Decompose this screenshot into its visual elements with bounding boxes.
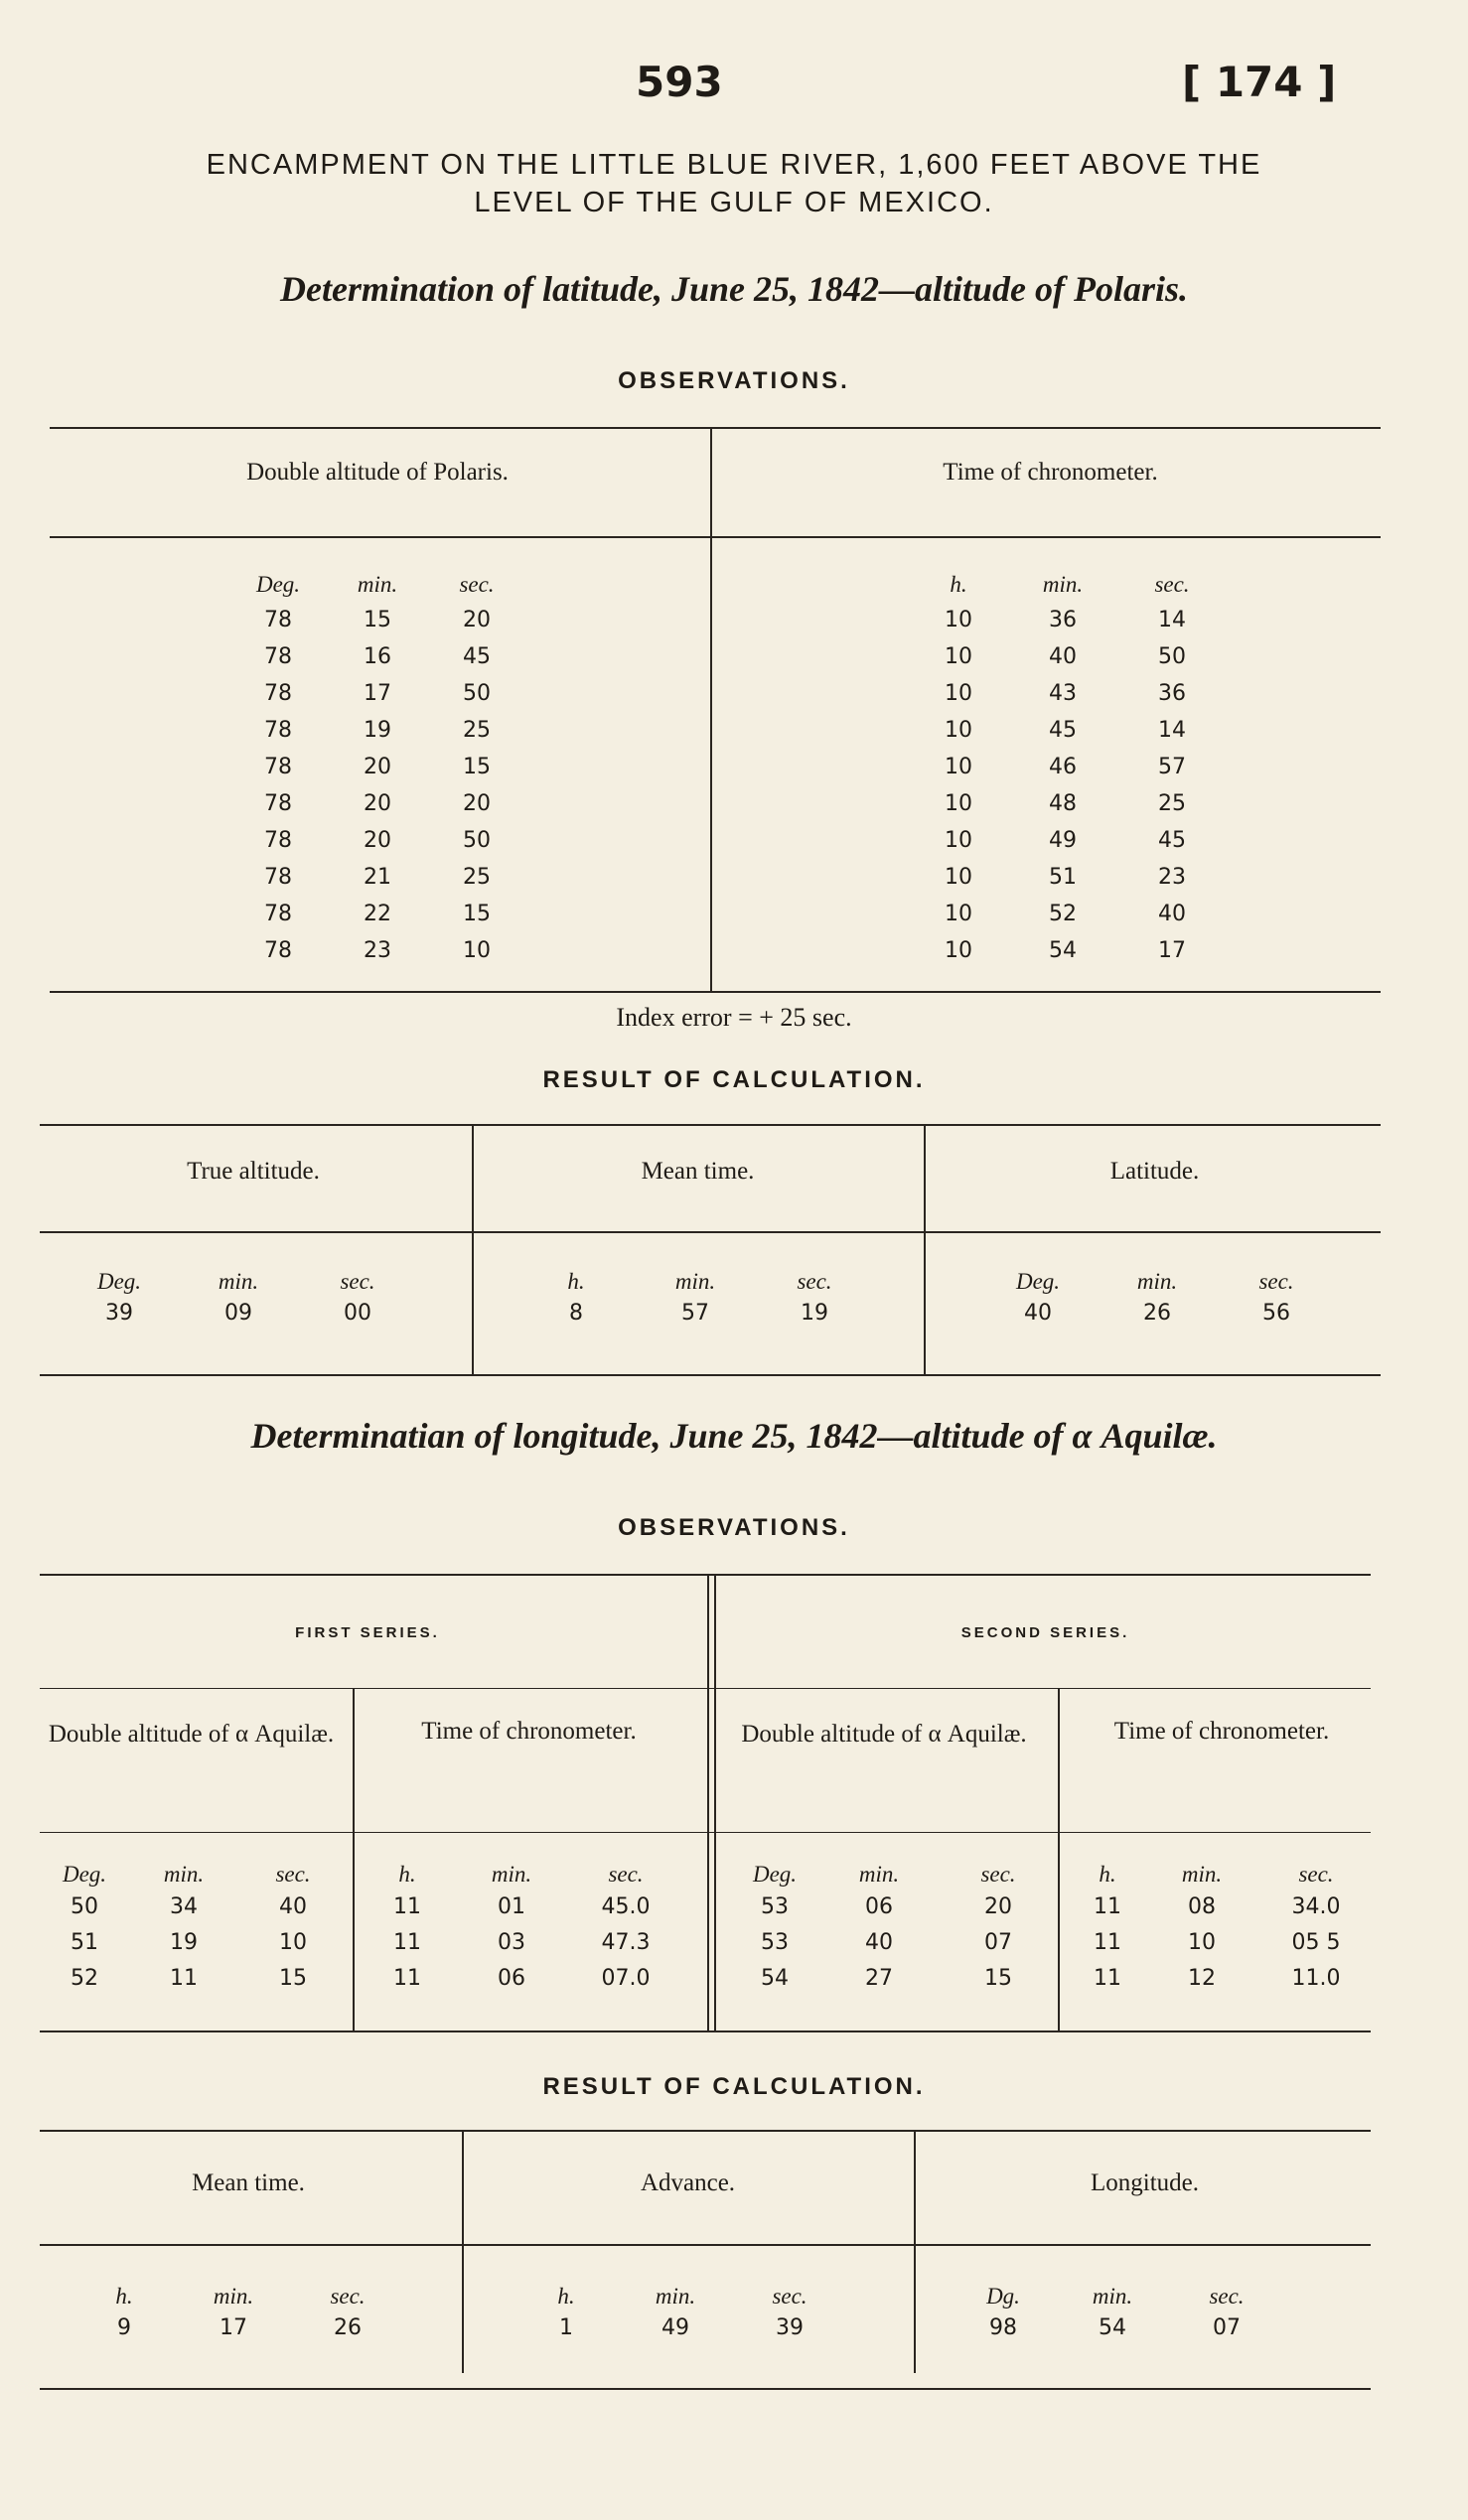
table-row-altitude bbox=[228, 938, 526, 963]
table-cell: 19 bbox=[170, 1930, 198, 1955]
table-cell: sec. bbox=[1209, 2284, 1245, 2309]
table-row-time bbox=[909, 938, 1227, 963]
table-row-time bbox=[909, 902, 1227, 926]
table-cell: 27 bbox=[865, 1966, 893, 1991]
lon-result-top-rule bbox=[40, 2130, 1371, 2132]
table-cell: sec. bbox=[797, 1269, 832, 1294]
bracket-page-number: [ 174 ] bbox=[1182, 58, 1337, 106]
location-line-1: ENCAMPMENT ON THE LITTLE BLUE RIVER, 1,600 FEET ABOVE THE bbox=[206, 149, 1262, 181]
table-cell: 51 bbox=[71, 1930, 98, 1955]
table-cell: 53 bbox=[761, 1894, 789, 1919]
table-cell: 20 bbox=[984, 1894, 1012, 1919]
lon-result-col-mean-time: Mean time. bbox=[192, 2170, 305, 2196]
table-cell: 10 bbox=[945, 791, 972, 816]
table-cell: 78 bbox=[264, 865, 292, 890]
table-cell: 10 bbox=[1188, 1930, 1216, 1955]
result-units-longitude bbox=[954, 2284, 1281, 2310]
table-cell: 57 bbox=[681, 1301, 709, 1326]
table-cell: 12 bbox=[1188, 1966, 1216, 1991]
unit-sec: sec. bbox=[275, 1862, 311, 1887]
table-cell: 06 bbox=[498, 1966, 525, 1991]
table-cell: min. bbox=[674, 1269, 716, 1294]
table-cell: 22 bbox=[364, 902, 391, 926]
table-cell: 39 bbox=[776, 2315, 804, 2340]
lon-series-divider-b bbox=[714, 1574, 716, 2030]
result-values-latitude bbox=[978, 1301, 1336, 1326]
result-units-true-altitude bbox=[60, 1269, 417, 1295]
table-cell: 52 bbox=[71, 1966, 98, 1991]
lon-result-head-rule bbox=[40, 2244, 1371, 2246]
table-cell: min. bbox=[655, 2284, 696, 2309]
first-series-label: FIRST SERIES. bbox=[295, 1624, 440, 1641]
table-cell: 11.0 bbox=[1291, 1966, 1341, 1991]
table-row-altitude bbox=[228, 755, 526, 779]
lat-result-head-rule bbox=[40, 1231, 1381, 1233]
location-line-2: LEVEL OF THE GULF OF MEXICO. bbox=[474, 187, 994, 218]
table-cell: 78 bbox=[264, 755, 292, 779]
table-row-second-altitude bbox=[725, 1894, 1063, 1919]
table-cell: 00 bbox=[344, 1301, 371, 1326]
table-cell: 34 bbox=[170, 1894, 198, 1919]
unit-min: min. bbox=[163, 1862, 205, 1887]
lon-first-units-time bbox=[358, 1862, 685, 1888]
result-values-mean-time bbox=[74, 2315, 402, 2340]
table-cell: 98 bbox=[989, 2315, 1017, 2340]
lat-obs-bottom-rule bbox=[50, 991, 1381, 993]
table-row-second-time bbox=[1073, 1894, 1371, 1919]
table-cell: Deg. bbox=[96, 1269, 142, 1294]
second-series-label: SECOND SERIES. bbox=[960, 1624, 1130, 1641]
table-cell: 40 bbox=[1024, 1301, 1052, 1326]
latitude-observations-label: OBSERVATIONS. bbox=[618, 367, 850, 394]
table-cell: 49 bbox=[661, 2315, 689, 2340]
unit-sec: sec. bbox=[1154, 572, 1190, 597]
table-row-second-time bbox=[1073, 1966, 1371, 1991]
table-cell: 10 bbox=[945, 865, 972, 890]
lat-result-col-true-altitude: True altitude. bbox=[187, 1158, 320, 1185]
unit-min: min. bbox=[491, 1862, 532, 1887]
table-cell: 51 bbox=[1049, 865, 1077, 890]
unit-min: min. bbox=[357, 572, 398, 597]
table-cell: 78 bbox=[264, 791, 292, 816]
table-cell: 15 bbox=[279, 1966, 307, 1991]
unit-sec: sec. bbox=[608, 1862, 644, 1887]
table-row-altitude bbox=[228, 828, 526, 853]
table-cell: 40 bbox=[1049, 644, 1077, 669]
table-cell: 36 bbox=[1158, 681, 1186, 706]
table-cell: 10 bbox=[945, 938, 972, 963]
table-cell: 8 bbox=[569, 1301, 583, 1326]
table-cell: 45 bbox=[463, 644, 491, 669]
table-cell: 54 bbox=[761, 1966, 789, 1991]
lat-result-divider-2 bbox=[924, 1124, 926, 1374]
table-cell: 20 bbox=[364, 755, 391, 779]
lon-obs-bottom-rule bbox=[40, 2030, 1371, 2032]
table-cell: 10 bbox=[463, 938, 491, 963]
table-cell: 10 bbox=[945, 718, 972, 743]
table-cell: 48 bbox=[1049, 791, 1077, 816]
lat-col-altitude-head: Double altitude of Polaris. bbox=[246, 459, 509, 486]
table-row-altitude bbox=[228, 718, 526, 743]
longitude-observations-label: OBSERVATIONS. bbox=[618, 1514, 850, 1541]
unit-h: h. bbox=[1099, 1862, 1116, 1887]
table-row-first-altitude bbox=[40, 1966, 348, 1991]
table-row-time bbox=[909, 608, 1227, 632]
lat-result-top-rule bbox=[40, 1124, 1381, 1126]
result-values-true-altitude bbox=[60, 1301, 417, 1326]
table-cell: h. bbox=[567, 1269, 585, 1294]
table-row-first-time bbox=[358, 1894, 685, 1919]
table-cell: 49 bbox=[1049, 828, 1077, 853]
table-cell: 78 bbox=[264, 681, 292, 706]
table-cell: 08 bbox=[1188, 1894, 1216, 1919]
table-cell: 10 bbox=[279, 1930, 307, 1955]
result-units-mean-time bbox=[74, 2284, 402, 2310]
table-cell: sec. bbox=[772, 2284, 807, 2309]
unit-h: h. bbox=[398, 1862, 416, 1887]
table-cell: 16 bbox=[364, 644, 391, 669]
table-cell: 17 bbox=[1158, 938, 1186, 963]
table-row-time bbox=[909, 718, 1227, 743]
table-cell: 78 bbox=[264, 644, 292, 669]
unit-deg: Deg. bbox=[62, 1862, 107, 1887]
table-cell: 21 bbox=[364, 865, 391, 890]
table-cell: 54 bbox=[1099, 2315, 1126, 2340]
lon-result-divider-1 bbox=[462, 2130, 464, 2373]
lon-result-col-advance: Advance. bbox=[640, 2170, 736, 2196]
lon-series-divider-a bbox=[707, 1574, 709, 2030]
lat-result-col-latitude: Latitude. bbox=[1109, 1158, 1200, 1185]
unit-min: min. bbox=[1181, 1862, 1223, 1887]
table-cell: 26 bbox=[1143, 1301, 1171, 1326]
table-row-second-altitude bbox=[725, 1966, 1063, 1991]
unit-deg: Deg. bbox=[752, 1862, 798, 1887]
table-cell: 07.0 bbox=[601, 1966, 651, 1991]
table-cell: 26 bbox=[334, 2315, 362, 2340]
table-row-altitude bbox=[228, 608, 526, 632]
lat-obs-divider bbox=[710, 427, 712, 991]
lon-second-units-time bbox=[1073, 1862, 1371, 1888]
table-cell: 01 bbox=[498, 1894, 525, 1919]
result-units-latitude bbox=[978, 1269, 1336, 1295]
result-values-mean-time bbox=[516, 1301, 874, 1326]
unit-deg: Deg. bbox=[255, 572, 301, 597]
table-cell: 11 bbox=[170, 1966, 198, 1991]
table-cell: 20 bbox=[463, 791, 491, 816]
table-cell: 15 bbox=[984, 1966, 1012, 1991]
lon-second-units-altitude bbox=[725, 1862, 1063, 1888]
table-cell: 19 bbox=[801, 1301, 828, 1326]
table-cell: 57 bbox=[1158, 755, 1186, 779]
table-cell: 36 bbox=[1049, 608, 1077, 632]
lat-obs-head-rule bbox=[50, 536, 1381, 538]
table-cell: 09 bbox=[224, 1301, 252, 1326]
result-values-advance bbox=[516, 2315, 844, 2340]
table-row-second-altitude bbox=[725, 1930, 1063, 1955]
lon-first-units-altitude bbox=[40, 1862, 348, 1888]
unit-sec: sec. bbox=[980, 1862, 1016, 1887]
table-cell: 14 bbox=[1158, 608, 1186, 632]
table-row-first-altitude bbox=[40, 1930, 348, 1955]
table-cell: 11 bbox=[1094, 1894, 1121, 1919]
table-cell: 40 bbox=[1158, 902, 1186, 926]
table-cell: Deg. bbox=[1015, 1269, 1061, 1294]
lon-first-col-altitude: Double altitude of α Aquilæ. bbox=[48, 1721, 335, 1748]
table-row-time bbox=[909, 644, 1227, 669]
table-cell: 25 bbox=[1158, 791, 1186, 816]
table-cell: 34.0 bbox=[1291, 1894, 1341, 1919]
table-row-altitude bbox=[228, 902, 526, 926]
lon-obs-head-rule bbox=[40, 1832, 1371, 1833]
table-cell: 78 bbox=[264, 902, 292, 926]
page-number: 593 bbox=[636, 58, 723, 106]
table-row-altitude bbox=[228, 791, 526, 816]
table-cell: min. bbox=[1136, 1269, 1178, 1294]
table-row-time bbox=[909, 791, 1227, 816]
table-cell: 17 bbox=[220, 2315, 247, 2340]
table-cell: 11 bbox=[393, 1894, 421, 1919]
table-cell: min. bbox=[1092, 2284, 1133, 2309]
lon-result-bottom-rule bbox=[40, 2388, 1371, 2390]
table-cell: 78 bbox=[264, 608, 292, 632]
table-cell: 39 bbox=[105, 1301, 133, 1326]
table-cell: sec. bbox=[330, 2284, 366, 2309]
table-cell: 78 bbox=[264, 938, 292, 963]
unit-min: min. bbox=[858, 1862, 900, 1887]
table-cell: 50 bbox=[1158, 644, 1186, 669]
table-cell: 52 bbox=[1049, 902, 1077, 926]
longitude-result-label: RESULT OF CALCULATION. bbox=[542, 2073, 926, 2100]
table-cell: 50 bbox=[463, 828, 491, 853]
unit-h: h. bbox=[950, 572, 967, 597]
table-cell: h. bbox=[115, 2284, 133, 2309]
table-cell: h. bbox=[557, 2284, 575, 2309]
lat-obs-top-rule bbox=[50, 427, 1381, 429]
table-row-time bbox=[909, 828, 1227, 853]
table-cell: 15 bbox=[364, 608, 391, 632]
table-cell: 19 bbox=[364, 718, 391, 743]
table-cell: sec. bbox=[340, 1269, 375, 1294]
table-cell: 78 bbox=[264, 828, 292, 853]
table-cell: 11 bbox=[393, 1966, 421, 1991]
table-cell: 23 bbox=[364, 938, 391, 963]
table-cell: 11 bbox=[1094, 1930, 1121, 1955]
table-cell: 50 bbox=[463, 681, 491, 706]
table-cell: 03 bbox=[498, 1930, 525, 1955]
table-cell: min. bbox=[213, 2284, 254, 2309]
table-cell: 45 bbox=[1049, 718, 1077, 743]
unit-sec: sec. bbox=[459, 572, 495, 597]
table-cell: 10 bbox=[945, 755, 972, 779]
table-cell: 14 bbox=[1158, 718, 1186, 743]
table-cell: 25 bbox=[463, 718, 491, 743]
table-row-altitude bbox=[228, 681, 526, 706]
lat-units-time bbox=[909, 572, 1227, 598]
table-cell: 10 bbox=[945, 681, 972, 706]
result-values-longitude bbox=[954, 2315, 1281, 2340]
result-units-advance bbox=[516, 2284, 844, 2310]
table-cell: 23 bbox=[1158, 865, 1186, 890]
lon-result-divider-2 bbox=[914, 2130, 916, 2373]
table-cell: Dg. bbox=[986, 2284, 1020, 2309]
lon-obs-top-rule bbox=[40, 1574, 1371, 1576]
table-cell: 53 bbox=[761, 1930, 789, 1955]
table-cell: 54 bbox=[1049, 938, 1077, 963]
unit-min: min. bbox=[1042, 572, 1084, 597]
table-row-first-altitude bbox=[40, 1894, 348, 1919]
table-cell: 45 bbox=[1158, 828, 1186, 853]
lat-units-altitude bbox=[228, 572, 526, 598]
table-cell: 1 bbox=[559, 2315, 573, 2340]
table-row-altitude bbox=[228, 865, 526, 890]
unit-sec: sec. bbox=[1298, 1862, 1334, 1887]
table-cell: 40 bbox=[279, 1894, 307, 1919]
table-cell: min. bbox=[218, 1269, 259, 1294]
lat-result-col-mean-time: Mean time. bbox=[641, 1158, 755, 1185]
lat-result-divider-1 bbox=[472, 1124, 474, 1374]
table-cell: 11 bbox=[393, 1930, 421, 1955]
table-row-second-time bbox=[1073, 1930, 1371, 1955]
table-cell: 43 bbox=[1049, 681, 1077, 706]
table-cell: 10 bbox=[945, 828, 972, 853]
table-row-time bbox=[909, 755, 1227, 779]
table-cell: 11 bbox=[1094, 1966, 1121, 1991]
lon-first-col-divider bbox=[353, 1688, 355, 2030]
table-cell: 10 bbox=[945, 608, 972, 632]
table-cell: 25 bbox=[463, 865, 491, 890]
table-cell: 78 bbox=[264, 718, 292, 743]
table-cell: 40 bbox=[865, 1930, 893, 1955]
table-row-first-time bbox=[358, 1966, 685, 1991]
lon-series-rule bbox=[40, 1688, 1371, 1689]
lon-result-col-longitude: Longitude. bbox=[1090, 2170, 1199, 2196]
table-cell: 07 bbox=[1213, 2315, 1241, 2340]
table-cell: 45.0 bbox=[601, 1894, 651, 1919]
index-error-note: Index error = + 25 sec. bbox=[616, 1003, 852, 1032]
table-cell: sec. bbox=[1258, 1269, 1294, 1294]
lon-second-col-altitude: Double altitude of α Aquilæ. bbox=[741, 1721, 1027, 1748]
table-cell: 20 bbox=[364, 828, 391, 853]
table-row-time bbox=[909, 681, 1227, 706]
lon-second-col-chronometer: Time of chronometer. bbox=[1113, 1718, 1330, 1745]
lon-first-col-chronometer: Time of chronometer. bbox=[421, 1718, 637, 1745]
table-cell: 56 bbox=[1262, 1301, 1290, 1326]
latitude-result-label: RESULT OF CALCULATION. bbox=[542, 1066, 926, 1093]
table-cell: 17 bbox=[364, 681, 391, 706]
table-cell: 50 bbox=[71, 1894, 98, 1919]
table-cell: 20 bbox=[463, 608, 491, 632]
table-cell: 06 bbox=[865, 1894, 893, 1919]
table-cell: 47.3 bbox=[601, 1930, 651, 1955]
table-row-altitude bbox=[228, 644, 526, 669]
result-units-mean-time bbox=[516, 1269, 874, 1295]
table-cell: 10 bbox=[945, 644, 972, 669]
table-row-time bbox=[909, 865, 1227, 890]
lat-col-chronometer-head: Time of chronometer. bbox=[943, 459, 1158, 486]
table-cell: 15 bbox=[463, 902, 491, 926]
latitude-title: Determination of latitude, June 25, 1842—altitude of Polaris. bbox=[279, 269, 1189, 309]
table-row-first-time bbox=[358, 1930, 685, 1955]
lat-result-bottom-rule bbox=[40, 1374, 1381, 1376]
table-cell: 20 bbox=[364, 791, 391, 816]
table-cell: 10 bbox=[945, 902, 972, 926]
table-cell: 15 bbox=[463, 755, 491, 779]
table-cell: 07 bbox=[984, 1930, 1012, 1955]
longitude-title: Determinatian of longitude, June 25, 1842—altitude of α Aquilæ. bbox=[250, 1416, 1218, 1456]
table-cell: 46 bbox=[1049, 755, 1077, 779]
table-cell: 05 5 bbox=[1291, 1930, 1341, 1955]
table-cell: 9 bbox=[117, 2315, 131, 2340]
